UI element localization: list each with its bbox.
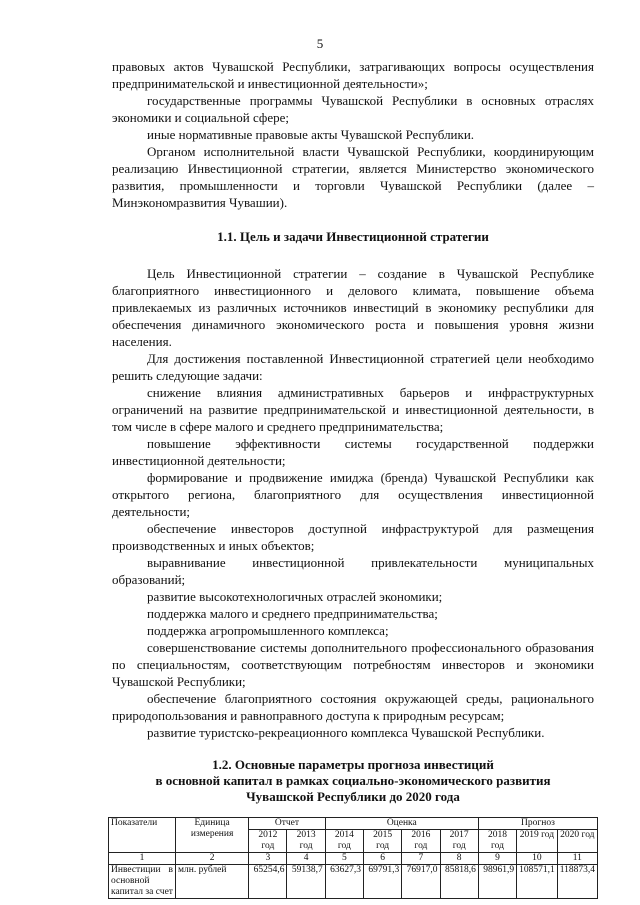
header-year: 2016 год bbox=[402, 830, 440, 853]
task-item: снижение влияния административных барьеров и инфраструктурных ограничений на развитие предпринимательской и инвестиционной деятельности, в том числе в сфере малого и среднего предпринимательства; bbox=[112, 385, 594, 434]
task-item: выравнивание инвестиционной привлекательности муниципальных образований; bbox=[112, 555, 594, 587]
column-number: 9 bbox=[478, 853, 516, 865]
header-year: 2020 год bbox=[557, 830, 597, 853]
paragraph: Органом исполнительной власти Чувашской Республики, координирующим реализацию Инвестиционной стратегии, является Министерство экономического развития, промышленности и торговли Чувашской Республики (далее – Минэкономразвития Чувашии). bbox=[112, 144, 594, 210]
table-header-row bbox=[109, 818, 598, 830]
header-report: Отчет bbox=[249, 818, 326, 830]
column-number: 10 bbox=[517, 853, 558, 865]
header-year: 2013 год bbox=[287, 830, 325, 853]
table-cell: 118873,4 bbox=[557, 865, 597, 899]
paragraph: правовых актов Чувашской Республики, затрагивающих вопросы осуществления предпринимательской и инвестиционной деятельности»; bbox=[112, 59, 594, 91]
header-year: 2019 год bbox=[517, 830, 558, 853]
column-number: 6 bbox=[364, 853, 402, 865]
task-item: совершенствование системы дополнительного профессионального образования по специальностям, соответствующим потребностям инвесторов и экономики Чувашской Республики; bbox=[112, 640, 594, 689]
task-item: обеспечение благоприятного состояния окружающей среды, рационального природопользования и равноправного доступа к природным ресурсам; bbox=[112, 691, 594, 723]
header-year: 2018 год bbox=[478, 830, 516, 853]
task-item: развитие высокотехнологичных отраслей экономики; bbox=[147, 589, 443, 604]
column-number: 11 bbox=[557, 853, 597, 865]
task-item: формирование и продвижение имиджа (бренда) Чувашской Республики как открытого региона, благоприятного для осуществления инвестиционной деятельности; bbox=[112, 470, 594, 519]
table-cell: 63627,3 bbox=[325, 865, 363, 899]
section-heading-1-2 bbox=[112, 757, 594, 805]
header-indicators: Показатели bbox=[109, 818, 176, 853]
table-cell: 59138,7 bbox=[287, 865, 325, 899]
task-item: обеспечение инвесторов доступной инфраструктурой для размещения производственных и иных объектов; bbox=[112, 521, 594, 553]
column-number: 4 bbox=[287, 853, 325, 865]
header-year: 2015 год bbox=[364, 830, 402, 853]
task-item: повышение эффективности системы государственной поддержки инвестиционной деятельности; bbox=[112, 436, 594, 468]
header-unit: Единица измерения bbox=[176, 818, 249, 853]
table-column-numbers-row bbox=[109, 853, 598, 865]
table-cell: 98961,9 bbox=[478, 865, 516, 899]
header-forecast: Прогноз bbox=[478, 818, 597, 830]
header-year: 2012 год bbox=[249, 830, 287, 853]
heading-line: 1.2. Основные параметры прогноза инвестиций bbox=[212, 757, 494, 772]
table-cell: 76917,0 bbox=[402, 865, 440, 899]
paragraph: государственные программы Чувашской Республики в основных отраслях экономики и социальной сфере; bbox=[112, 93, 594, 125]
header-estimate: Оценка bbox=[325, 818, 478, 830]
column-number: 1 bbox=[109, 853, 176, 865]
column-number: 5 bbox=[325, 853, 363, 865]
column-number: 2 bbox=[176, 853, 249, 865]
column-number: 7 bbox=[402, 853, 440, 865]
header-year: 2014 год bbox=[325, 830, 363, 853]
table-cell: 108571,1 bbox=[517, 865, 558, 899]
table-row bbox=[109, 865, 598, 899]
document-body bbox=[112, 58, 594, 899]
investment-forecast-table bbox=[108, 817, 598, 899]
row-unit: млн. рублей bbox=[176, 865, 249, 899]
paragraph: Для достижения поставленной Инвестиционной стратегией цели необходимо решить следующие задачи: bbox=[112, 351, 594, 383]
task-item: поддержка агропромышленного комплекса; bbox=[147, 623, 389, 638]
row-indicator: Инвестиции в основной капитал за счет bbox=[109, 865, 176, 899]
paragraph: иные нормативные правовые акты Чувашской Республики. bbox=[147, 127, 475, 142]
heading-line: Чувашской Республики до 2020 года bbox=[246, 789, 460, 804]
task-item: развитие туристско-рекреационного комплекса Чувашской Республики. bbox=[147, 725, 545, 740]
column-number: 8 bbox=[440, 853, 478, 865]
table-cell: 85818,6 bbox=[440, 865, 478, 899]
section-heading-1-1: 1.1. Цель и задачи Инвестиционной стратегии bbox=[217, 229, 489, 244]
paragraph: Цель Инвестиционной стратегии – создание в Чувашской Республике благоприятного инвестиционного и делового климата, повышение объема привлекаемых из различных источников инвестиций в экономику республики для обеспечения динамичного экономического роста и повышения уровня жизни населения. bbox=[112, 266, 594, 349]
heading-line: в основной капитал в рамках социально-экономического развития bbox=[155, 773, 551, 788]
table-cell: 69791,3 bbox=[364, 865, 402, 899]
task-item: поддержка малого и среднего предпринимательства; bbox=[147, 606, 438, 621]
column-number: 3 bbox=[249, 853, 287, 865]
table-cell: 65254,6 bbox=[249, 865, 287, 899]
header-year: 2017 год bbox=[440, 830, 478, 853]
page-number: 5 bbox=[316, 36, 324, 51]
